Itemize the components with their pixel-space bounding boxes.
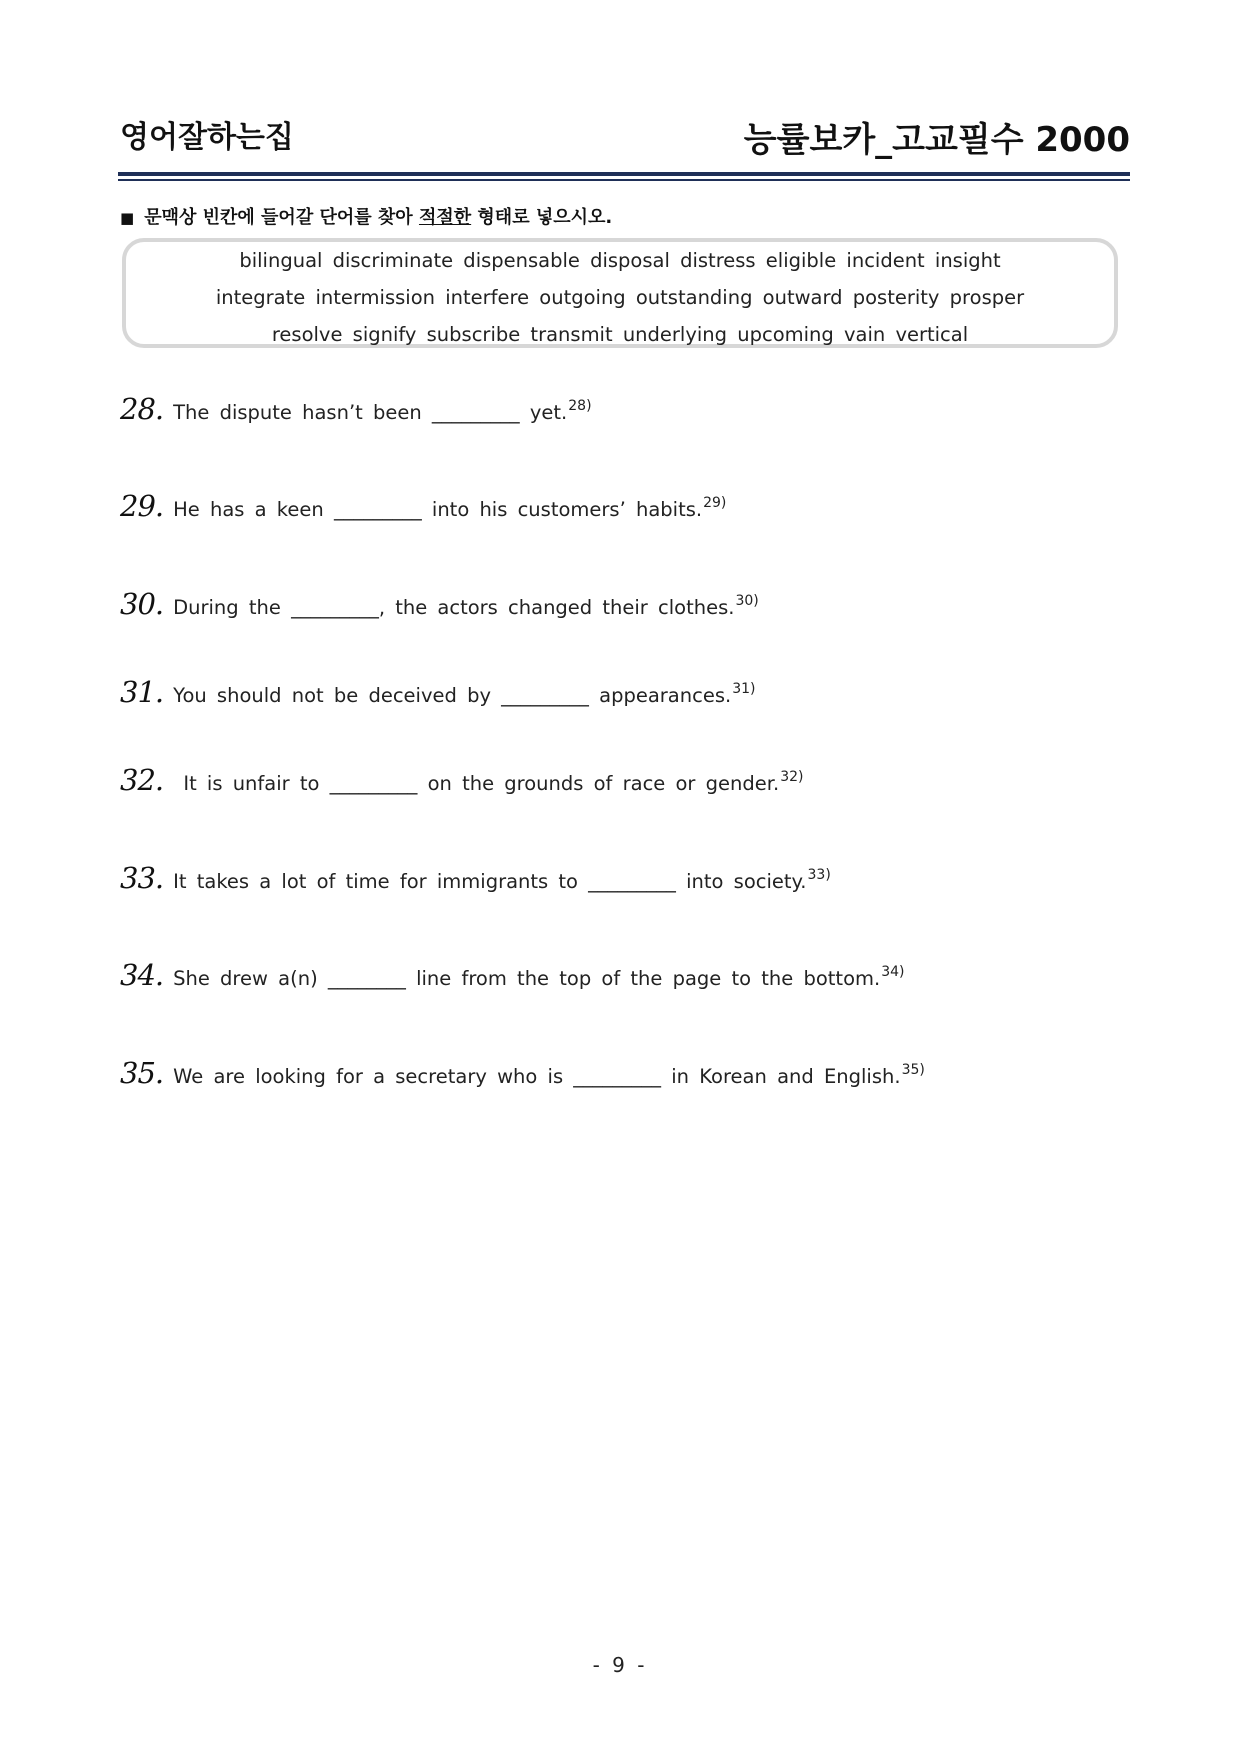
question-number: 33. bbox=[120, 861, 164, 895]
question-29 bbox=[120, 489, 726, 523]
header-divider-thick bbox=[118, 172, 1130, 176]
question-31 bbox=[120, 675, 755, 709]
instruction-text-after: 형태로 넣으시오. bbox=[477, 207, 613, 228]
footnote-marker: 35) bbox=[901, 1062, 925, 1078]
footnote-marker: 31) bbox=[732, 681, 756, 697]
word-bank-line: bilingual discriminate dispensable disposal distress eligible incident insight bbox=[239, 249, 1001, 272]
question-number: 29. bbox=[120, 489, 164, 523]
instruction-underlined: 적절한 bbox=[418, 207, 472, 228]
question-text: It is unfair to _________ on the grounds of race or gender. bbox=[173, 772, 780, 795]
question-text: You should not be deceived by _________ appearances. bbox=[173, 684, 732, 707]
question-number: 35. bbox=[120, 1056, 164, 1090]
footnote-marker: 34) bbox=[881, 964, 905, 980]
question-30 bbox=[120, 587, 759, 621]
instruction bbox=[120, 203, 612, 229]
question-text: It takes a lot of time for immigrants to _________ into society. bbox=[173, 870, 807, 893]
question-text: He has a keen _________ into his customers’ habits. bbox=[173, 498, 703, 521]
footnote-marker: 29) bbox=[703, 495, 727, 511]
question-text: She drew a(n) ________ line from the top of the page to the bottom. bbox=[173, 967, 881, 990]
footnote-marker: 32) bbox=[780, 769, 804, 785]
question-33 bbox=[120, 861, 831, 895]
instruction-text-before: 문맥상 빈칸에 들어갈 단어를 찾아 bbox=[144, 207, 413, 228]
page-number: - 9 - bbox=[592, 1653, 648, 1677]
question-text: The dispute hasn’t been _________ yet. bbox=[173, 401, 568, 424]
header-divider-thin bbox=[118, 179, 1130, 181]
footnote-marker: 30) bbox=[735, 593, 759, 609]
question-number: 31. bbox=[120, 675, 164, 709]
word-bank-line: resolve signify subscribe transmit underlying upcoming vain vertical bbox=[271, 323, 969, 346]
question-34 bbox=[120, 958, 904, 992]
question-35 bbox=[120, 1056, 925, 1090]
question-number: 34. bbox=[120, 958, 164, 992]
question-32 bbox=[120, 763, 803, 797]
question-number: 32. bbox=[120, 763, 164, 797]
square-bullet-icon: ■ bbox=[120, 209, 135, 227]
question-text: We are looking for a secretary who is _________ in Korean and English. bbox=[173, 1065, 901, 1088]
footnote-marker: 28) bbox=[568, 398, 592, 414]
question-text: During the _________, the actors changed their clothes. bbox=[173, 596, 735, 619]
question-number: 30. bbox=[120, 587, 164, 621]
publisher-title: 영어잘하는집 bbox=[120, 120, 294, 155]
question-number: 28. bbox=[120, 392, 164, 426]
word-bank bbox=[122, 238, 1118, 348]
book-title: 능률보카_고교필수 2000 bbox=[743, 120, 1130, 160]
footnote-marker: 33) bbox=[807, 867, 831, 883]
question-28 bbox=[120, 392, 592, 426]
word-bank-line: integrate intermission interfere outgoing outstanding outward posterity prosper bbox=[215, 286, 1025, 309]
